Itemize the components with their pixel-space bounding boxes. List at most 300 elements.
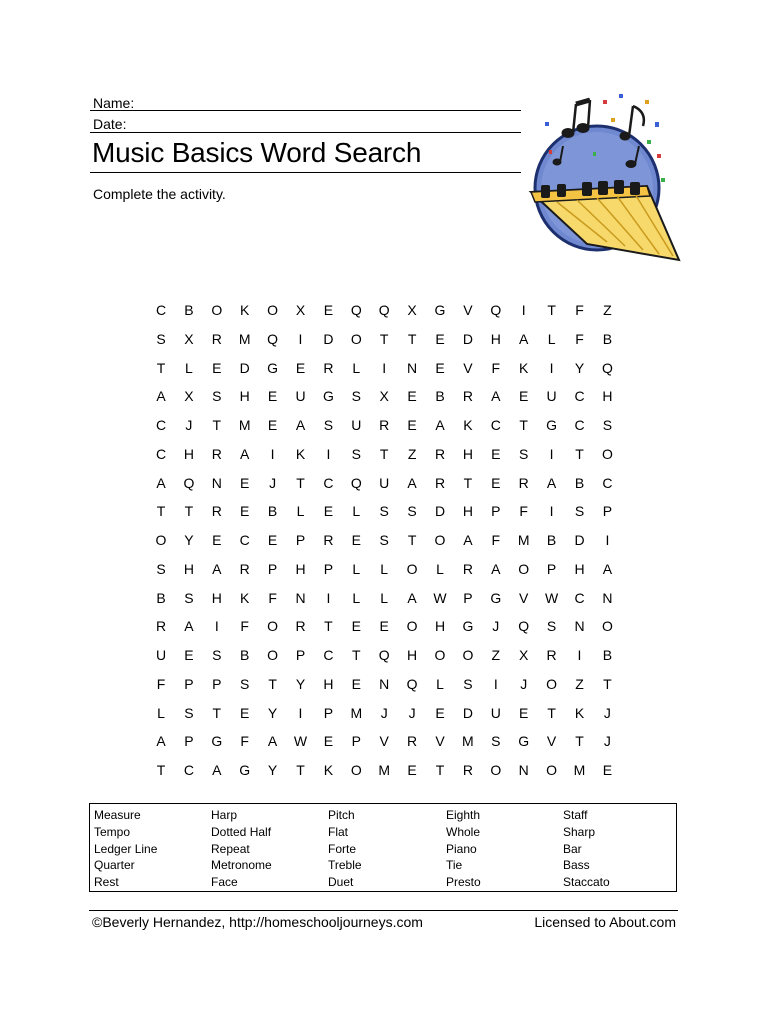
word-bank-item: Pitch xyxy=(328,808,355,822)
grid-letter: Q xyxy=(406,675,418,692)
grid-letter: Q xyxy=(378,302,390,318)
grid-letter: R xyxy=(295,618,306,635)
grid-letter: E xyxy=(351,532,361,548)
grid-letter: O xyxy=(490,762,502,778)
grid-letter: L xyxy=(380,560,389,577)
grid-letter: M xyxy=(350,704,363,721)
grid-letter: T xyxy=(352,647,361,663)
grid-letter: L xyxy=(296,503,305,520)
grid-letter: T xyxy=(547,704,556,721)
grid-letter: E xyxy=(212,532,222,548)
grid-letter: U xyxy=(490,704,501,721)
grid-letter: F xyxy=(575,330,584,347)
grid-letter: Z xyxy=(575,675,584,692)
grid-letter: F xyxy=(240,733,249,750)
grid-letter: E xyxy=(267,388,278,405)
grid-letter: V xyxy=(435,733,445,750)
grid-letter: T xyxy=(296,762,305,778)
grid-letter: B xyxy=(546,532,557,548)
grid-letter: E xyxy=(491,445,501,462)
grid-letter: S xyxy=(351,445,361,462)
grid-letter: W xyxy=(433,589,447,606)
grid-letter: H xyxy=(434,618,446,635)
grid-letter: O xyxy=(406,560,418,577)
word-bank xyxy=(89,803,677,892)
grid-letter: E xyxy=(295,359,306,376)
grid-letter: G xyxy=(211,733,223,750)
grid-letter: V xyxy=(546,733,557,750)
grid-letter: T xyxy=(435,762,445,778)
grid-letter: E xyxy=(519,704,529,721)
grid-letter: I xyxy=(214,618,219,635)
grid-letter: S xyxy=(519,445,529,462)
grid-letter: H xyxy=(183,560,194,577)
grid-letter: A xyxy=(240,445,250,462)
word-bank-item: Ledger Line xyxy=(94,841,158,856)
grid-letter: L xyxy=(436,675,444,692)
grid-letter: O xyxy=(211,302,223,318)
grid-letter: K xyxy=(463,417,473,433)
grid-letter: S xyxy=(212,647,222,663)
grid-letter: S xyxy=(379,503,389,520)
grid-letter: C xyxy=(239,532,250,548)
grid-letter: A xyxy=(156,474,166,491)
date-line xyxy=(90,132,521,133)
grid-letter: T xyxy=(324,618,333,635)
grid-letter: R xyxy=(462,388,473,405)
grid-letter: O xyxy=(601,445,613,462)
grid-letter: T xyxy=(156,762,166,778)
grid-letter: X xyxy=(407,302,417,318)
grid-letter: X xyxy=(295,302,306,318)
grid-letter: A xyxy=(212,560,222,577)
grid-letter: K xyxy=(574,704,585,721)
grid-letter: E xyxy=(267,417,278,433)
grid-letter: Q xyxy=(601,359,613,376)
grid-letter: A xyxy=(491,560,501,577)
grid-letter: K xyxy=(240,302,250,318)
grid-letter: C xyxy=(490,417,501,433)
grid-letter: T xyxy=(407,330,417,347)
grid-letter: S xyxy=(156,330,166,347)
word-bank-item: Measure xyxy=(94,808,141,822)
grid-letter: G xyxy=(518,733,530,750)
grid-letter: O xyxy=(462,647,474,663)
grid-letter: I xyxy=(549,359,554,376)
grid-letter: H xyxy=(462,503,473,520)
grid-letter: S xyxy=(184,589,194,606)
grid-letter: C xyxy=(183,762,194,778)
grid-letter: F xyxy=(268,589,277,606)
grid-letter: H xyxy=(295,560,306,577)
grid-letter: I xyxy=(605,532,610,548)
grid-letter: W xyxy=(293,733,308,750)
grid-letter: R xyxy=(211,503,222,520)
grid-letter: C xyxy=(602,474,613,491)
grid-letter: H xyxy=(490,330,501,347)
grid-letter: F xyxy=(575,302,584,318)
word-bank-item: Tempo xyxy=(94,824,131,839)
grid-letter: Q xyxy=(267,330,279,347)
grid-letter: O xyxy=(267,647,279,663)
grid-letter: O xyxy=(601,618,613,635)
grid-letter: D xyxy=(323,330,334,347)
grid-letter: U xyxy=(379,474,390,491)
grid-letter: O xyxy=(267,302,279,318)
grid-letter: E xyxy=(323,302,334,318)
grid-letter: R xyxy=(211,330,222,347)
grid-letter: V xyxy=(379,733,389,750)
grid-letter: P xyxy=(351,733,361,750)
grid-letter: R xyxy=(155,618,167,635)
grid-letter: M xyxy=(238,417,251,433)
grid-letter: I xyxy=(270,445,275,462)
grid-letter: B xyxy=(240,647,250,663)
word-bank-item: Sharp xyxy=(563,824,596,839)
grid-letter: J xyxy=(603,733,611,750)
grid-letter: T xyxy=(379,330,389,347)
grid-letter: E xyxy=(379,618,389,635)
grid-letter: A xyxy=(546,474,557,491)
grid-letter: E xyxy=(351,675,361,692)
grid-letter: D xyxy=(574,532,585,548)
word-bank-item: Rest xyxy=(94,875,119,890)
grid-letter: H xyxy=(574,560,585,577)
grid-letter: I xyxy=(298,330,303,347)
grid-letter: S xyxy=(240,675,250,692)
grid-letter: G xyxy=(239,762,251,778)
grid-letter: F xyxy=(519,503,528,520)
word-bank-column xyxy=(94,807,157,891)
grid-letter: R xyxy=(239,560,250,577)
grid-letter: Q xyxy=(183,474,195,491)
grid-letter: H xyxy=(239,388,250,405)
word-bank-item: Piano xyxy=(446,841,477,856)
grid-letter: T xyxy=(156,503,166,520)
grid-letter: B xyxy=(156,589,166,606)
grid-letter: N xyxy=(379,675,390,692)
grid-letter: O xyxy=(546,675,558,692)
grid-letter: Y xyxy=(267,762,278,778)
grid-letter: T xyxy=(296,474,305,491)
grid-letter: R xyxy=(379,417,390,433)
grid-letter: G xyxy=(546,417,558,433)
grid-letter: E xyxy=(519,388,529,405)
grid-letter: J xyxy=(269,474,277,491)
word-bank-item: Tie xyxy=(446,858,463,873)
grid-letter: P xyxy=(267,560,278,577)
word-bank-item: Presto xyxy=(446,875,481,890)
grid-letter: C xyxy=(155,417,167,433)
word-bank-item: Repeat xyxy=(211,841,250,856)
grid-letter: L xyxy=(352,560,361,577)
grid-letter: P xyxy=(463,589,473,606)
grid-letter: S xyxy=(602,417,613,433)
grid-letter: Y xyxy=(295,675,306,692)
grid-letter: M xyxy=(517,532,530,548)
grid-letter: E xyxy=(323,733,334,750)
grid-letter: K xyxy=(240,589,250,606)
grid-letter: C xyxy=(323,647,334,663)
grid-letter: P xyxy=(184,675,194,692)
grid-letter: O xyxy=(155,532,167,548)
music-keyboard-clipart-icon xyxy=(527,92,683,274)
grid-letter: E xyxy=(435,359,445,376)
grid-letter: U xyxy=(295,388,306,405)
grid-letter: L xyxy=(547,330,556,347)
grid-letter: B xyxy=(435,388,445,405)
grid-letter: A xyxy=(602,560,613,577)
grid-letter: N xyxy=(407,359,418,376)
grid-letter: E xyxy=(267,532,278,548)
grid-letter: L xyxy=(352,359,361,376)
grid-letter: U xyxy=(351,417,362,433)
grid-letter: C xyxy=(323,474,334,491)
grid-letter: W xyxy=(544,589,559,606)
grid-letter: A xyxy=(407,474,417,491)
grid-letter: M xyxy=(573,762,586,778)
grid-letter: M xyxy=(378,762,391,778)
grid-letter: F xyxy=(491,532,501,548)
grid-letter: E xyxy=(602,762,613,778)
name-line xyxy=(90,110,521,111)
grid-letter: F xyxy=(156,675,166,692)
grid-letter: I xyxy=(493,675,498,692)
grid-letter: M xyxy=(462,733,474,750)
grid-letter: A xyxy=(463,532,473,548)
grid-letter: R xyxy=(407,733,418,750)
grid-letter: I xyxy=(577,647,582,663)
grid-letter: R xyxy=(211,445,222,462)
grid-letter: Q xyxy=(518,618,530,635)
word-bank-column xyxy=(563,807,610,891)
grid-letter: U xyxy=(546,388,557,405)
grid-letter: S xyxy=(491,733,501,750)
grid-letter: I xyxy=(382,359,387,376)
grid-letter: P xyxy=(602,503,613,520)
grid-letter: C xyxy=(155,302,167,318)
date-label: Date: xyxy=(93,116,127,132)
grid-letter: S xyxy=(212,388,222,405)
grid-letter: O xyxy=(434,532,446,548)
word-bank-item: Staccato xyxy=(563,875,610,890)
grid-letter: Q xyxy=(490,302,502,318)
grid-letter: H xyxy=(407,647,418,663)
title-underline xyxy=(90,172,521,173)
word-bank-column xyxy=(328,807,362,891)
grid-letter: R xyxy=(434,474,446,491)
grid-letter: Z xyxy=(603,302,612,318)
word-bank-item: Quarter xyxy=(94,858,135,873)
grid-letter: E xyxy=(407,417,417,433)
word-bank-column xyxy=(211,807,272,891)
grid-letter: Q xyxy=(350,474,362,491)
grid-letter: J xyxy=(185,417,193,433)
grid-letter: A xyxy=(212,762,222,778)
grid-letter: L xyxy=(157,704,165,721)
grid-letter: T xyxy=(212,417,222,433)
grid-letter: R xyxy=(546,647,557,663)
grid-letter: G xyxy=(462,618,474,635)
grid-letter: T xyxy=(547,302,556,318)
grid-letter: J xyxy=(603,704,611,721)
grid-letter: G xyxy=(490,589,502,606)
word-bank-item: Treble xyxy=(328,858,362,873)
grid-letter: Y xyxy=(267,704,278,721)
grid-letter: R xyxy=(462,560,473,577)
grid-letter: S xyxy=(546,618,557,635)
grid-letter: X xyxy=(184,330,194,347)
grid-letter: H xyxy=(323,675,334,692)
grid-letter: O xyxy=(518,560,530,577)
word-bank-item: Whole xyxy=(446,824,481,839)
grid-letter: O xyxy=(350,762,362,778)
grid-letter: I xyxy=(298,704,303,721)
grid-letter: T xyxy=(212,704,222,721)
grid-letter: I xyxy=(326,445,331,462)
grid-letter: D xyxy=(462,330,473,347)
grid-letter: S xyxy=(463,675,473,692)
grid-letter: E xyxy=(407,388,417,405)
grid-letter: V xyxy=(463,302,473,318)
instructions: Complete the activity. xyxy=(93,186,226,202)
grid-letter: T xyxy=(463,474,473,491)
grid-letter: S xyxy=(156,560,166,577)
grid-letter: T xyxy=(268,675,277,692)
grid-letter: K xyxy=(295,445,306,462)
grid-letter: P xyxy=(184,733,194,750)
grid-letter: G xyxy=(434,302,446,318)
grid-letter: E xyxy=(212,359,222,376)
word-bank-item: Bass xyxy=(563,858,590,873)
grid-letter: B xyxy=(184,302,194,318)
grid-letter: J xyxy=(408,704,416,721)
grid-letter: I xyxy=(521,302,526,318)
grid-letter: H xyxy=(462,445,473,462)
grid-letter: T xyxy=(156,359,166,376)
grid-letter: R xyxy=(323,532,334,548)
word-bank-item: Forte xyxy=(328,841,357,856)
grid-letter: B xyxy=(574,474,585,491)
grid-letter: P xyxy=(491,503,501,520)
grid-letter: B xyxy=(602,647,613,663)
grid-letter: C xyxy=(574,417,585,433)
grid-letter: A xyxy=(184,618,194,635)
word-bank-item: Bar xyxy=(563,841,582,856)
grid-letter: E xyxy=(435,704,445,721)
grid-letter: N xyxy=(518,762,529,778)
word-bank-item: Harp xyxy=(211,808,238,822)
grid-letter: N xyxy=(211,474,222,491)
grid-letter: B xyxy=(267,503,278,520)
grid-letter: Q xyxy=(378,647,390,663)
grid-letter: I xyxy=(326,589,331,606)
word-bank-item: Flat xyxy=(328,824,349,839)
grid-letter: E xyxy=(323,503,334,520)
grid-letter: L xyxy=(436,560,444,577)
word-bank-item: Face xyxy=(211,875,238,890)
grid-letter: E xyxy=(407,762,417,778)
grid-letter: O xyxy=(546,762,558,778)
grid-letter: J xyxy=(380,704,388,721)
grid-letter: X xyxy=(184,388,194,405)
grid-letter: C xyxy=(574,388,585,405)
grid-letter: A xyxy=(295,417,306,433)
grid-letter: F xyxy=(491,359,501,376)
copyright-text: ©Beverly Hernandez, http://homeschooljourneys.com xyxy=(92,914,423,930)
grid-letter: D xyxy=(462,704,473,721)
grid-letter: R xyxy=(518,474,529,491)
grid-letter: P xyxy=(323,704,334,721)
grid-letter: P xyxy=(295,647,306,663)
grid-letter: S xyxy=(323,417,334,433)
grid-letter: N xyxy=(295,589,306,606)
page-title: Music Basics Word Search xyxy=(92,137,422,168)
grid-letter: F xyxy=(240,618,249,635)
grid-letter: A xyxy=(407,589,417,606)
grid-letter: O xyxy=(434,647,446,663)
grid-letter: S xyxy=(184,704,194,721)
grid-letter: T xyxy=(575,445,584,462)
grid-letter: D xyxy=(239,359,250,376)
grid-letter: I xyxy=(549,445,554,462)
grid-letter: O xyxy=(267,618,279,635)
grid-letter: J xyxy=(520,675,528,692)
grid-letter: K xyxy=(323,762,334,778)
grid-letter: Y xyxy=(574,359,585,376)
grid-letter: P xyxy=(295,532,306,548)
grid-letter: A xyxy=(156,388,166,405)
grid-letter: K xyxy=(519,359,529,376)
grid-letter: O xyxy=(406,618,418,635)
grid-letter: T xyxy=(519,417,528,433)
word-bank-column xyxy=(446,807,481,891)
grid-letter: X xyxy=(379,388,389,405)
grid-letter: N xyxy=(574,618,585,635)
grid-letter: R xyxy=(434,445,446,462)
word-bank-item: Duet xyxy=(328,875,354,890)
grid-letter: U xyxy=(155,647,167,663)
grid-letter: I xyxy=(549,503,554,520)
grid-letter: L xyxy=(184,359,193,376)
grid-letter: P xyxy=(546,560,557,577)
grid-letter: J xyxy=(492,618,500,635)
grid-letter: R xyxy=(323,359,334,376)
grid-letter: T xyxy=(184,503,194,520)
grid-letter: Q xyxy=(350,302,362,318)
grid-letter: C xyxy=(574,589,585,606)
word-bank-item: Staff xyxy=(563,808,588,822)
grid-letter: E xyxy=(240,474,250,491)
grid-letter: E xyxy=(184,647,194,663)
license-text: Licensed to About.com xyxy=(534,914,676,930)
grid-letter: A xyxy=(435,417,445,433)
grid-letter: Y xyxy=(184,532,194,548)
grid-letter: L xyxy=(352,589,361,606)
grid-letter: A xyxy=(519,330,529,347)
grid-letter: V xyxy=(463,359,473,376)
grid-letter: S xyxy=(379,532,389,548)
grid-letter: P xyxy=(323,560,334,577)
word-bank-item: Dotted Half xyxy=(211,824,272,839)
grid-letter: T xyxy=(379,445,389,462)
grid-letter: V xyxy=(519,589,529,606)
grid-letter: N xyxy=(602,589,613,606)
grid-letter: D xyxy=(434,503,446,520)
grid-letter: S xyxy=(351,388,361,405)
grid-letter: H xyxy=(602,388,613,405)
grid-letter: T xyxy=(575,733,584,750)
